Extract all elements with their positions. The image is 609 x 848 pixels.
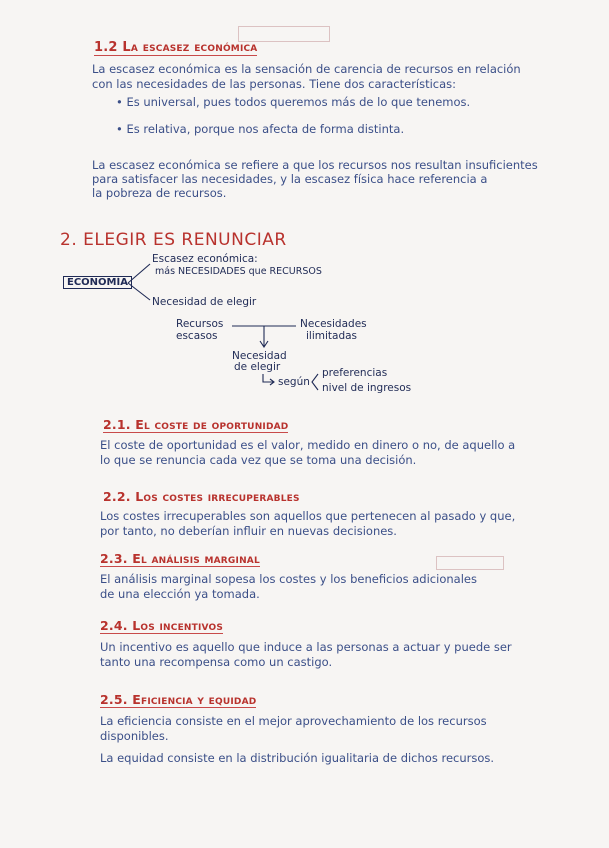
diagram-top-line2: más NECESIDADES que RECURSOS <box>155 266 322 277</box>
segun-label: según <box>278 376 310 388</box>
section-2-heading: 2. ELEGIR ES RENUNCIAR <box>60 230 287 250</box>
necesidades-line1: Necesidades <box>300 318 367 330</box>
preferencias-label: preferencias <box>322 367 388 379</box>
nivel-ingresos-label: nivel de ingresos <box>322 382 412 394</box>
section-2-3-heading: 2.3. El análisis marginal <box>100 551 260 566</box>
section-2-5-heading: 2.5. Eficiencia y equidad <box>100 692 257 707</box>
s24-line1: Un incentivo es aquello que induce a las personas a actuar y puede ser <box>100 640 512 654</box>
s12-para1-line1: La escasez económica es la sensación de carencia de recursos en relación <box>92 62 521 76</box>
s12-para2-line2: para satisfacer las necesidades, y la escasez física hace referencia a <box>92 172 488 186</box>
s12-para1-line2: con las necesidades de las personas. Tiene dos características: <box>92 77 457 91</box>
section-2-1-heading: 2.1. El coste de oportunidad <box>103 417 289 432</box>
diagram-top-line1: Escasez económica: <box>152 253 258 265</box>
s24-line2: tanto una recompensa como un castigo. <box>100 655 333 669</box>
s12-bullet-1: • Es universal, pues todos queremos más de lo que tenemos. <box>116 95 471 109</box>
s23-line2: de una elección ya tomada. <box>100 587 260 601</box>
section-2-4-heading: 2.4. Los incentivos <box>100 618 224 633</box>
s12-para2-line1: La escasez económica se refiere a que los recursos nos resultan insuficientes <box>92 158 538 172</box>
economia-box: ECONOMÍA <box>63 276 132 288</box>
s25-line2: disponibles. <box>100 729 169 743</box>
s12-para2-line3: la pobreza de recursos. <box>92 186 227 200</box>
section-1-2-heading: 1.2 La escasez económica <box>94 40 258 55</box>
nec-elegir-line1: Necesidad <box>232 350 287 362</box>
section-2-2-heading: 2.2. Los costes irrecuperables <box>103 489 300 504</box>
recursos-line2: escasos <box>176 330 218 342</box>
diagram-bottom: Necesidad de elegir <box>152 296 257 308</box>
s23-line1: El análisis marginal sopesa los costes y los beneficios adicionales <box>100 572 477 586</box>
recursos-line1: Recursos <box>176 318 224 330</box>
s22-line1: Los costes irrecuperables son aquellos que pertenecen al pasado y que, <box>100 509 516 523</box>
s21-line2: lo que se renuncia cada vez que se toma una decisión. <box>100 453 417 467</box>
s25-line3: La equidad consiste en la distribución igualitaria de dichos recursos. <box>100 751 495 765</box>
necesidades-line2: ilimitadas <box>306 330 358 342</box>
s12-bullet-2: • Es relativa, porque nos afecta de forma distinta. <box>116 122 405 136</box>
nec-elegir-line2: de elegir <box>234 361 281 373</box>
s21-line1: El coste de oportunidad es el valor, medido en dinero o no, de aquello a <box>100 438 516 452</box>
s22-line2: por tanto, no deberían influir en nuevas decisiones. <box>100 524 397 538</box>
s25-line1: La eficiencia consiste en el mejor aprovechamiento de los recursos <box>100 714 487 728</box>
